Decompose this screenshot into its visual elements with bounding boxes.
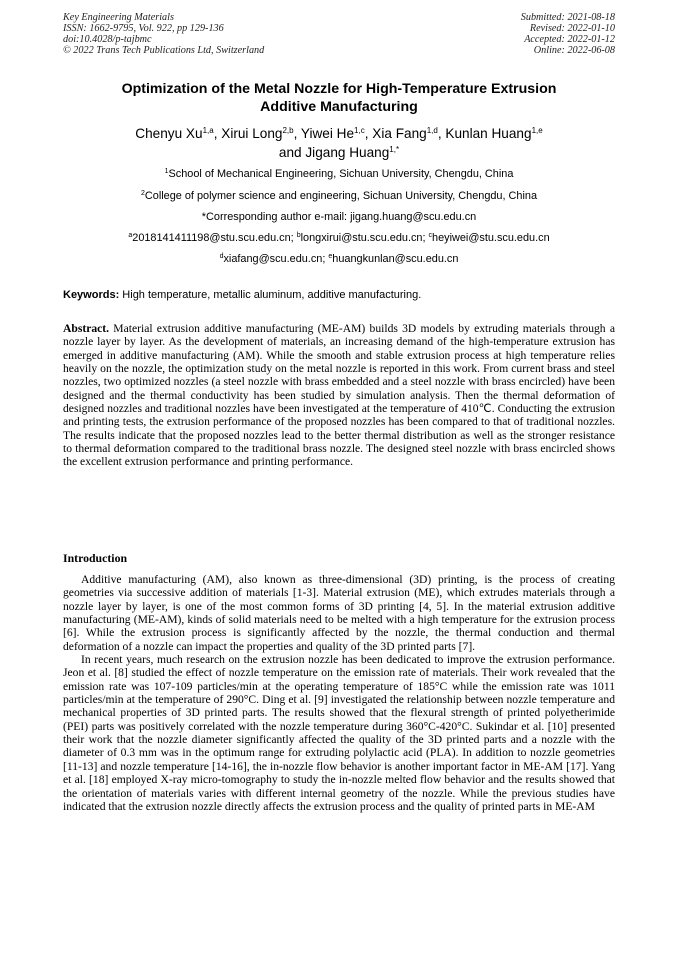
email[interactable]: xiafang@scu.edu.cn; (223, 253, 329, 265)
author-sep: , (213, 126, 222, 141)
affiliation-text: College of polymer science and engineering, Sichuan University, Chengdu, China (144, 190, 537, 202)
author-sep: , (293, 126, 301, 141)
date-revised: Revised: 2022-01-10 (529, 22, 615, 34)
author-sup: 2,b (282, 126, 294, 135)
author-list (60, 125, 618, 162)
doi: doi:10.4028/p-tajbmc (63, 33, 152, 45)
affiliation-sup: 2 (141, 190, 145, 197)
author-name: Xia Fang (372, 126, 427, 141)
abstract-label: Abstract. (63, 322, 110, 335)
email[interactable]: huangkunlan@scu.edu.cn (332, 253, 459, 265)
author-sup: 1,* (389, 144, 400, 154)
introduction-paragraph-2: In recent years, much research on the extrusion nozzle has been dedicated to improve the extrusion performance. Jeon et al. [8] studied the effect of nozzle temperature on the emission rate of materials. Their work revealed that the emission rate was 107-109 particles/min at the operating temperature of 185°C while the emission rate was 1011 particles/min at the temperature of 290°C. Ding et al. [9] investigated the relationship between nozzle temperature and mechanical properties of 3D printed parts. The results showed that the flexural strength of printed polyetherimide (PEI) parts was positively correlated with the nozzle temperature during 360°C-420°C. Sukindar et al. [10] presented their work that the nozzle diameter significantly affected the quality of the 3D printed parts and a nozzle with the diameter of 0.3 mm was in the optimum range for extruding polylactic acid (PLA). In addition to nozzle geometries [11-13] and nozzle temperature [14-16], the in-nozzle flow behavior is another important factor in ME-AM [17]. Yang et al. [18] employed X-ray micro-tomography to study the in-nozzle melted flow behavior and the results showed that the orientation of materials varies with different internal geometry of the nozzle. While the previous studies have indicated that the extrusion nozzle directly affects the extrusion process and the quality of printed parts in ME-AM (63, 653, 615, 813)
author-line-2 (60, 144, 618, 163)
email-sup: d (219, 253, 224, 260)
publication-dates (521, 13, 615, 57)
email-sup: c (428, 232, 433, 239)
author-sep: , (364, 126, 373, 141)
date-submitted: Submitted: 2021-08-18 (520, 12, 615, 23)
keywords (63, 288, 615, 302)
date-online: Online: 2022-06-08 (533, 44, 615, 56)
affiliation-2 (40, 190, 638, 203)
copyright: © 2022 Trans Tech Publications Ltd, Switzerland (63, 44, 265, 56)
keywords-label: Keywords: (63, 289, 120, 301)
journal-info (63, 13, 264, 57)
introduction-paragraph-1: Additive manufacturing (AM), also known as three-dimensional (3D) printing, is the process of creating geometries via successive addition of materials [1-3]. Material extrusion (ME), which extrudes materials through a nozzle layer by layer, is one of the most common forms of 3D printing [4, 5]. In the material extrusion additive manufacturing (ME-AM), kinds of solid materials need to be melted with a high temperature for the extrusion process [6]. While the extrusion process is significantly affected by the nozzle, the thermal conduction and thermal deformation of a nozzle can impact the properties and quality of the 3D printed parts [7]. (63, 573, 615, 653)
section-heading-introduction: Introduction (63, 551, 128, 565)
email-sup: a (128, 232, 133, 239)
author-name: Chenyu Xu (135, 126, 203, 141)
journal-name: Key Engineering Materials (63, 12, 174, 23)
issn-volume: ISSN: 1662-9795, Vol. 922, pp 129-136 (63, 22, 224, 34)
author-sup: 1,e (531, 126, 543, 135)
affiliation-sup: 1 (164, 168, 169, 175)
abstract (63, 322, 615, 469)
author-sep: , (437, 126, 446, 141)
email-sup: e (328, 253, 333, 260)
affiliation-text: School of Mechanical Engineering, Sichuan University, Chengdu, China (168, 168, 514, 180)
affiliation-1 (40, 168, 638, 181)
email-line-1 (40, 232, 638, 245)
author-name: Xirui Long (221, 126, 283, 141)
paper-title (60, 80, 618, 116)
email-line-2 (40, 253, 638, 266)
corresponding-author: *Corresponding author e-mail: jigang.huang@scu.edu.cn (201, 211, 477, 223)
email-sup: b (296, 232, 301, 239)
introduction-body (63, 573, 615, 813)
author-line-1 (60, 125, 618, 144)
abstract-paragraph (63, 322, 615, 469)
email[interactable]: 2018141411198@stu.scu.edu.cn; (132, 232, 297, 244)
author-sup: 1,d (426, 126, 438, 135)
keywords-text: High temperature, metallic aluminum, additive manufacturing. (119, 289, 422, 301)
abstract-text: Material extrusion additive manufacturing (ME-AM) builds 3D models by extruding materials through a nozzle layer by layer. As the development of materials, an increasing demand of the high-temperature extrusion has emerged in additive manufacturing (AM). While the smooth and stable extrusion process at high temperature relies heavily on the nozzle, the optimization study on the metal nozzle is reported in this work. From current brass and steel nozzles, two optimized nozzles (a steel nozzle with brass embedded and a steel nozzle with brass encircled) have been designed and the thermal conductivity has been studied by simulation analysis. Then the thermal deformation of designed nozzles and traditional nozzles have been investigated at the temperature of 410℃. Conducting the extrusion and printing tests, the extrusion performance of the proposed nozzles has been compared to that of traditional nozzles. The results indicate that the proposed nozzles lead to the better thermal distribution as well as the stronger resistance to thermal deformation compared to the traditional brass nozzle. The designed steel nozzle with brass encircled shows the excellent extrusion performance and printing performance. (63, 322, 615, 469)
email[interactable]: longxirui@stu.scu.edu.cn; (300, 232, 429, 244)
title-line-1: Optimization of the Metal Nozzle for High-Temperature Extrusion (121, 81, 557, 97)
author-name: and Jigang Huang (278, 144, 390, 160)
email[interactable]: heyiwei@stu.scu.edu.cn (432, 232, 550, 244)
author-name: Kunlan Huang (445, 126, 532, 141)
author-sup: 1,a (202, 126, 214, 135)
author-name: Yiwei He (300, 126, 355, 141)
title-line-2: Additive Manufacturing (260, 99, 418, 115)
author-sup: 1,c (354, 126, 365, 135)
date-accepted: Accepted: 2022-01-12 (524, 33, 615, 45)
